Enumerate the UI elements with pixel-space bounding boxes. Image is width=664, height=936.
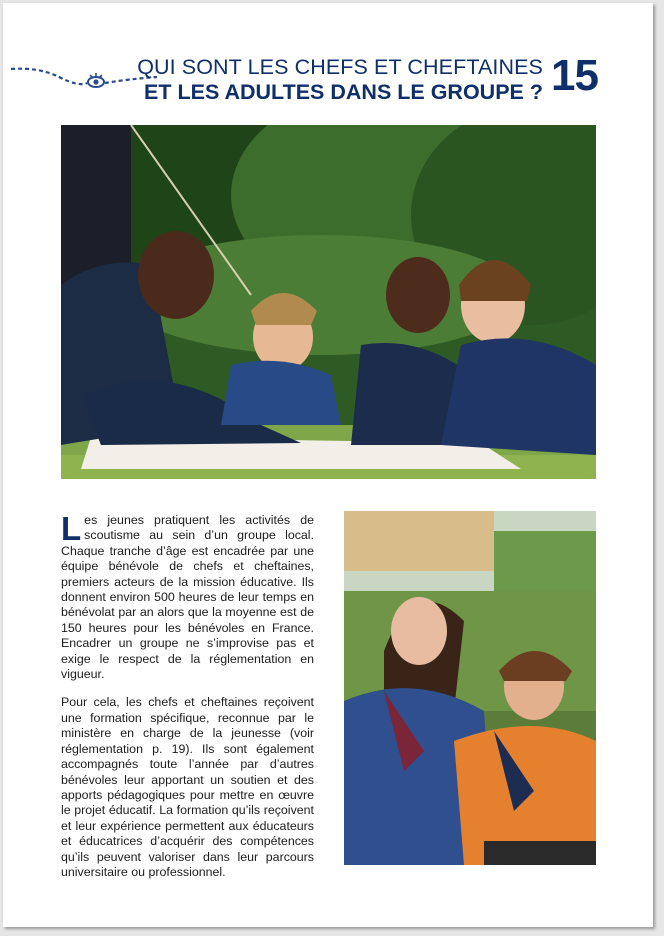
paragraph-1-text: es jeunes pratiquent les activités de scoutisme au sein d’un groupe local. Chaque tranche d’âge est encadrée par une équipe bénévole de chefs et cheftaines, premiers acteurs de la mission éducative. Ils donnent environ 500 heures de leur temps en bénévolat par an alors que la moyenne est de 150 heures pour les bénévoles en France. Encadrer un groupe ne s’improvise pas et exige le respect de la réglementation en vigueur. [61,513,314,682]
body-text [61,510,314,893]
paragraph-1 [61,510,314,682]
eye-icon [88,73,104,87]
page-number: 15 [551,51,598,100]
brochure-page [3,3,653,927]
title-line-2: ET LES ADULTES DANS LE GROUPE ? [144,80,543,104]
paragraph-2: Pour cela, les chefs et cheftaines reçoivent une formation spécifique, reconnue par le ministère en charge de la jeunesse (voir réglementation p. 19). Ils sont également accompagnés toute l’année par d’autres bénévoles leur apportant un soutien et des apports pédagogiques pour mettre en œuvre le projet éducatif. La formation qu’ils reçoivent et leur expérience permettent aux éducateurs et éducatrices d’acquérir des compétences qu’ils peuvent valoriser dans leur parcours universitaire ou professionnel. [61,695,314,879]
photo-scouts-on-grass [61,125,596,479]
drop-cap: L [61,510,82,547]
page-title [137,55,543,105]
photo-chef-and-scout [344,511,596,865]
title-line-1: QUI SONT LES CHEFS ET CHEFTAINES [137,55,543,79]
